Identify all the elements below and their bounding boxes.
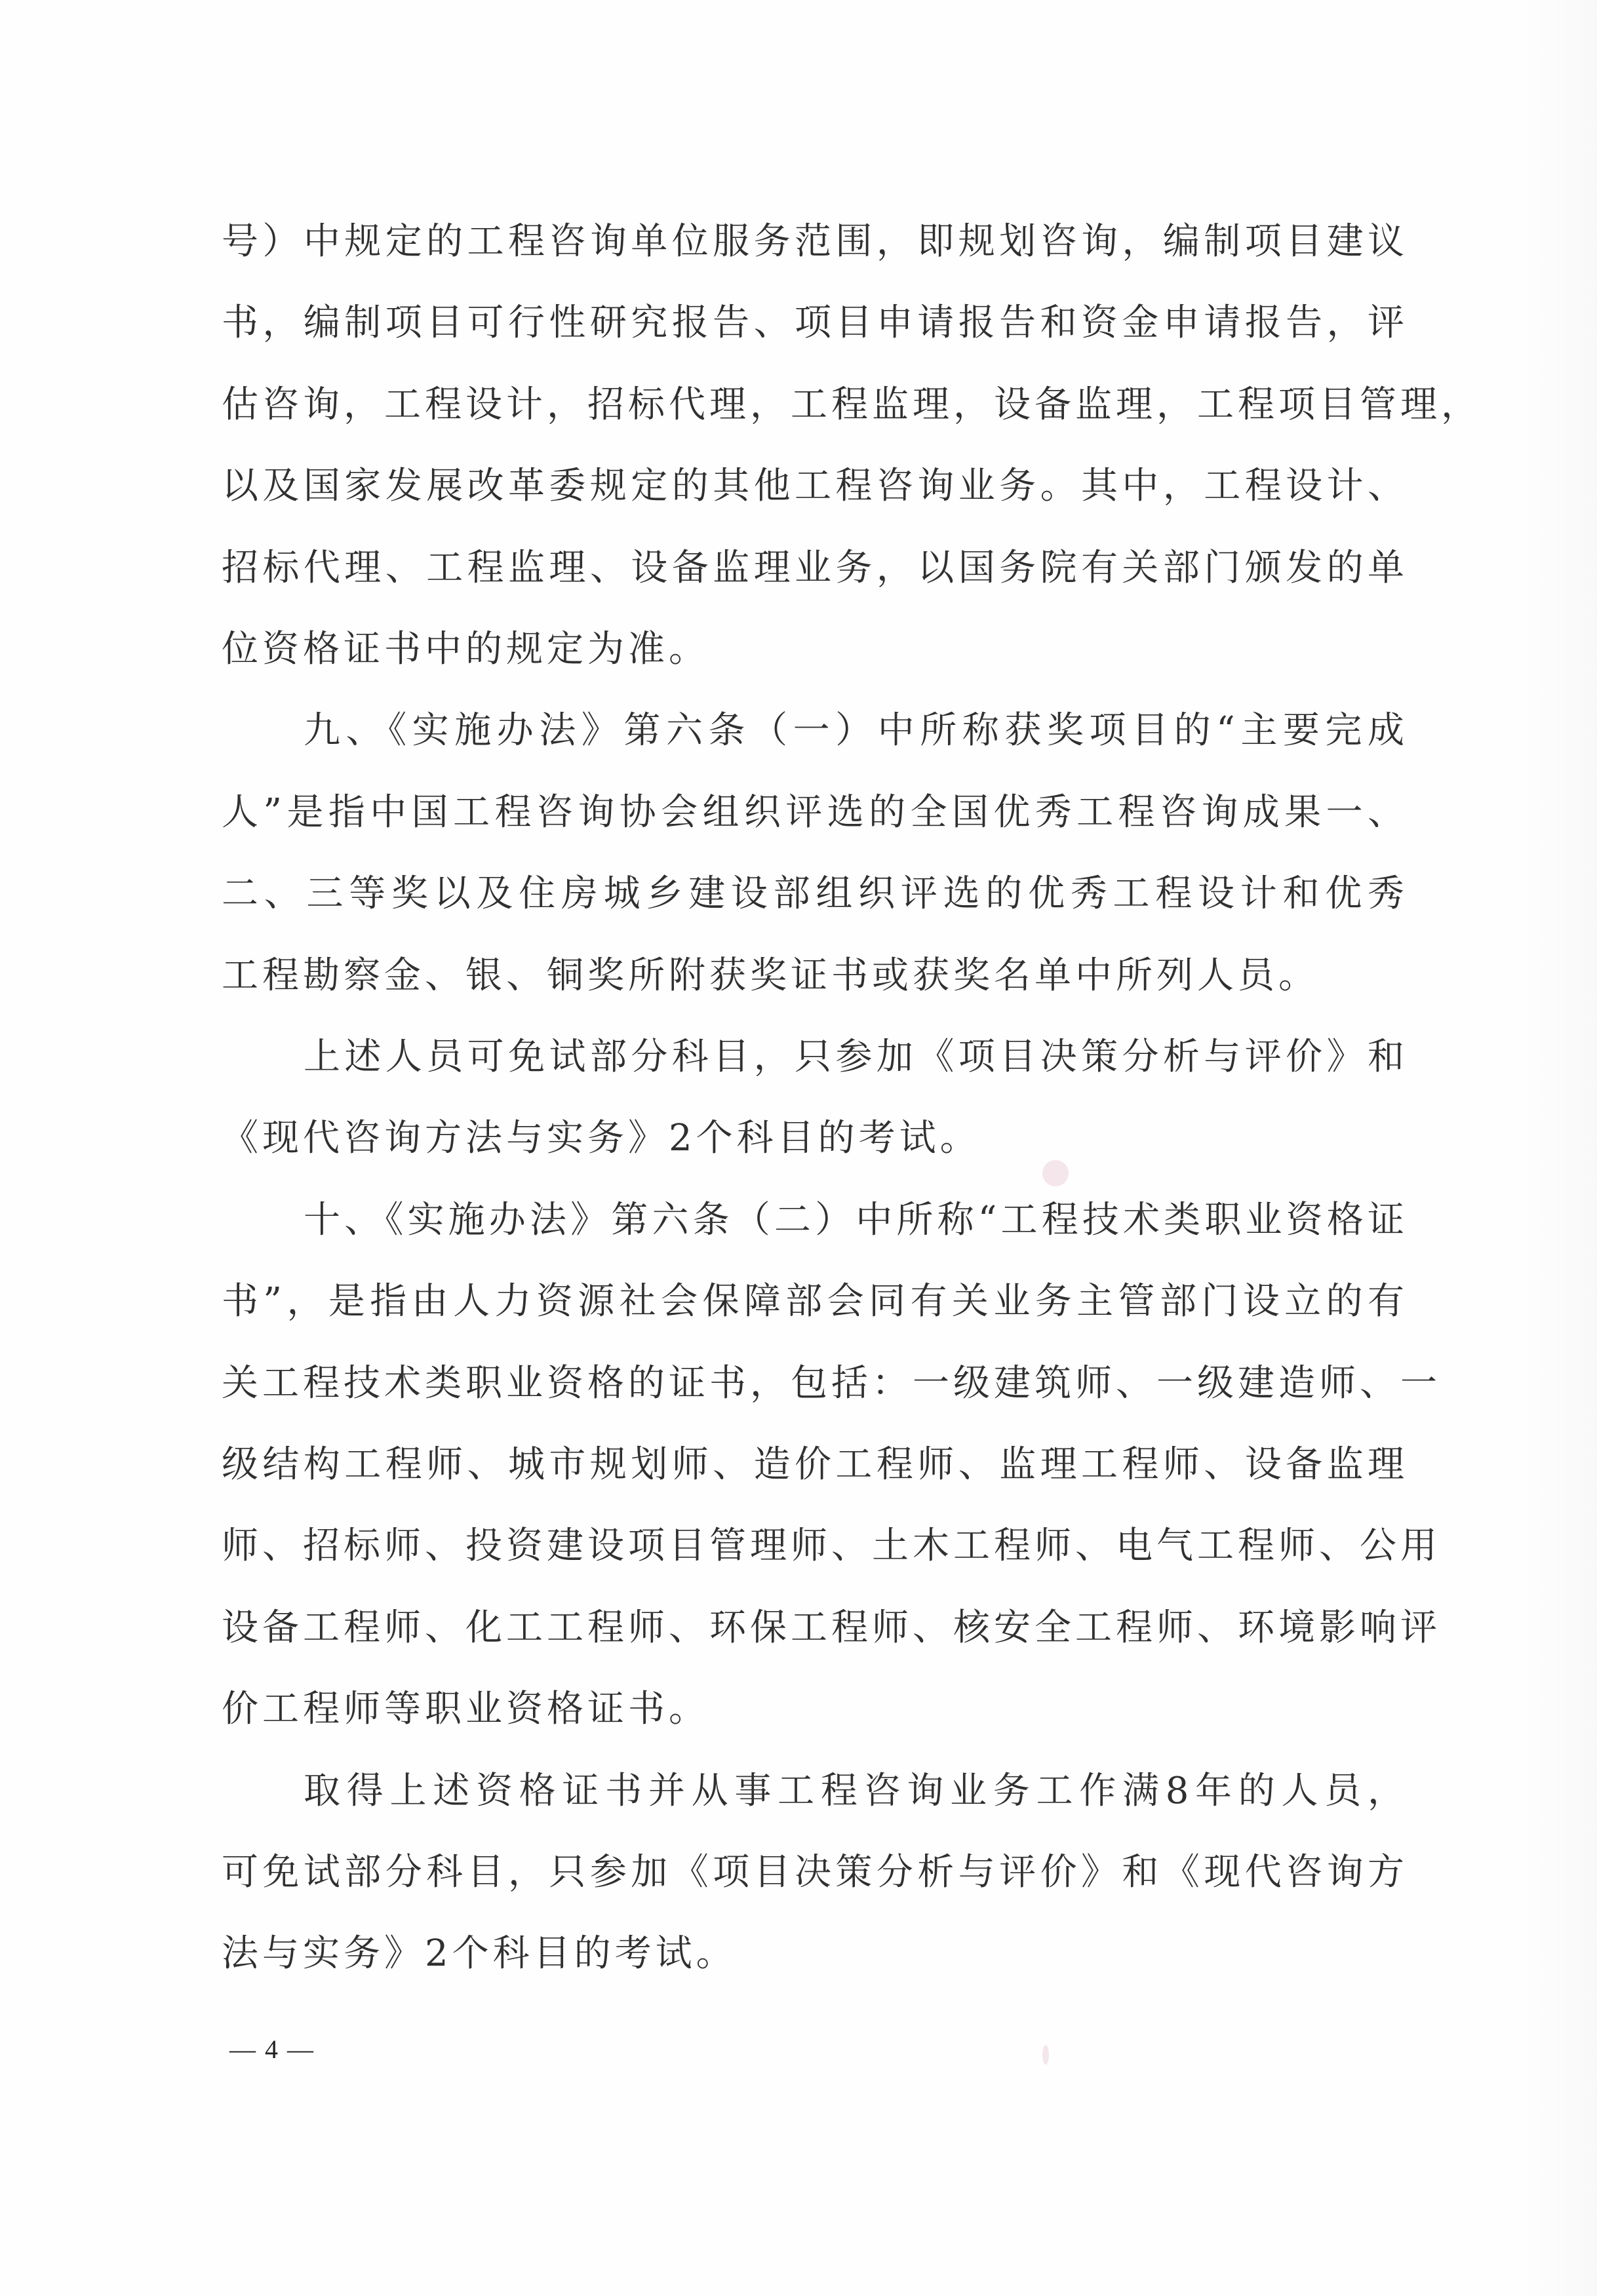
text-line: 位资格证书中的规定为准。	[222, 628, 709, 671]
text-line: 二、三等奖以及住房城乡建设部组织评选的优秀工程设计和优秀	[222, 872, 1408, 916]
text-line: 设备工程师、化工工程师、环保工程师、核安全工程师、环境影响评	[222, 1606, 1441, 1649]
paragraph-nine-start: 九、《实施办法》第六条（一）中所称获奖项目的“主要完成	[304, 709, 1408, 752]
text-line: 书，编制项目可行性研究报告、项目申请报告和资金申请报告，评	[222, 302, 1408, 345]
text-line: 法与实务》2个科目的考试。	[222, 1932, 737, 1975]
text-line: 关工程技术类职业资格的证书，包括：一级建筑师、一级建造师、一	[222, 1361, 1441, 1405]
text-line: 人”是指中国工程咨询协会组织评选的全国优秀工程咨询成果一、	[222, 790, 1408, 834]
text-line: 价工程师等职业资格证书。	[222, 1688, 709, 1731]
red-seal-trace	[1042, 1160, 1069, 1186]
red-seal-trace	[1042, 2045, 1049, 2065]
text-line: 可免试部分科目，只参加《项目决策分析与评价》和《现代咨询方	[222, 1851, 1408, 1894]
text-line: 师、招标师、投资建设项目管理师、土木工程师、电气工程师、公用	[222, 1525, 1441, 1568]
paragraph-ten-start: 十、《实施办法》第六条（二）中所称“工程技术类职业资格证	[304, 1198, 1408, 1241]
text-line: 号）中规定的工程咨询单位服务范围，即规划咨询，编制项目建议	[222, 220, 1408, 263]
text-line: 书”，是指由人力资源社会保障部会同有关业务主管部门设立的有	[222, 1280, 1408, 1323]
text-line: 级结构工程师、城市规划师、造价工程师、监理工程师、设备监理	[222, 1443, 1408, 1486]
text-line: 工程勘察金、银、铜奖所附获奖证书或获奖名单中所列人员。	[222, 954, 1319, 997]
page-number: — 4 —	[229, 2034, 315, 2064]
scan-shadow	[1518, 0, 1597, 2296]
text-line: 估咨询，工程设计，招标代理，工程监理，设备监理，工程项目管理，	[222, 383, 1482, 426]
exemption-paragraph-start: 上述人员可免试部分科目，只参加《项目决策分析与评价》和	[304, 1036, 1408, 1078]
text-line: 《现代咨询方法与实务》2个科目的考试。	[222, 1117, 981, 1160]
text-line: 以及国家发展改革委规定的其他工程咨询业务。其中，工程设计、	[222, 465, 1408, 508]
certificate-paragraph-start: 取得上述资格证书并从事工程咨询业务工作满8年的人员，	[304, 1769, 1408, 1812]
text-line: 招标代理、工程监理、设备监理业务，以国务院有关部门颁发的单	[222, 546, 1408, 589]
